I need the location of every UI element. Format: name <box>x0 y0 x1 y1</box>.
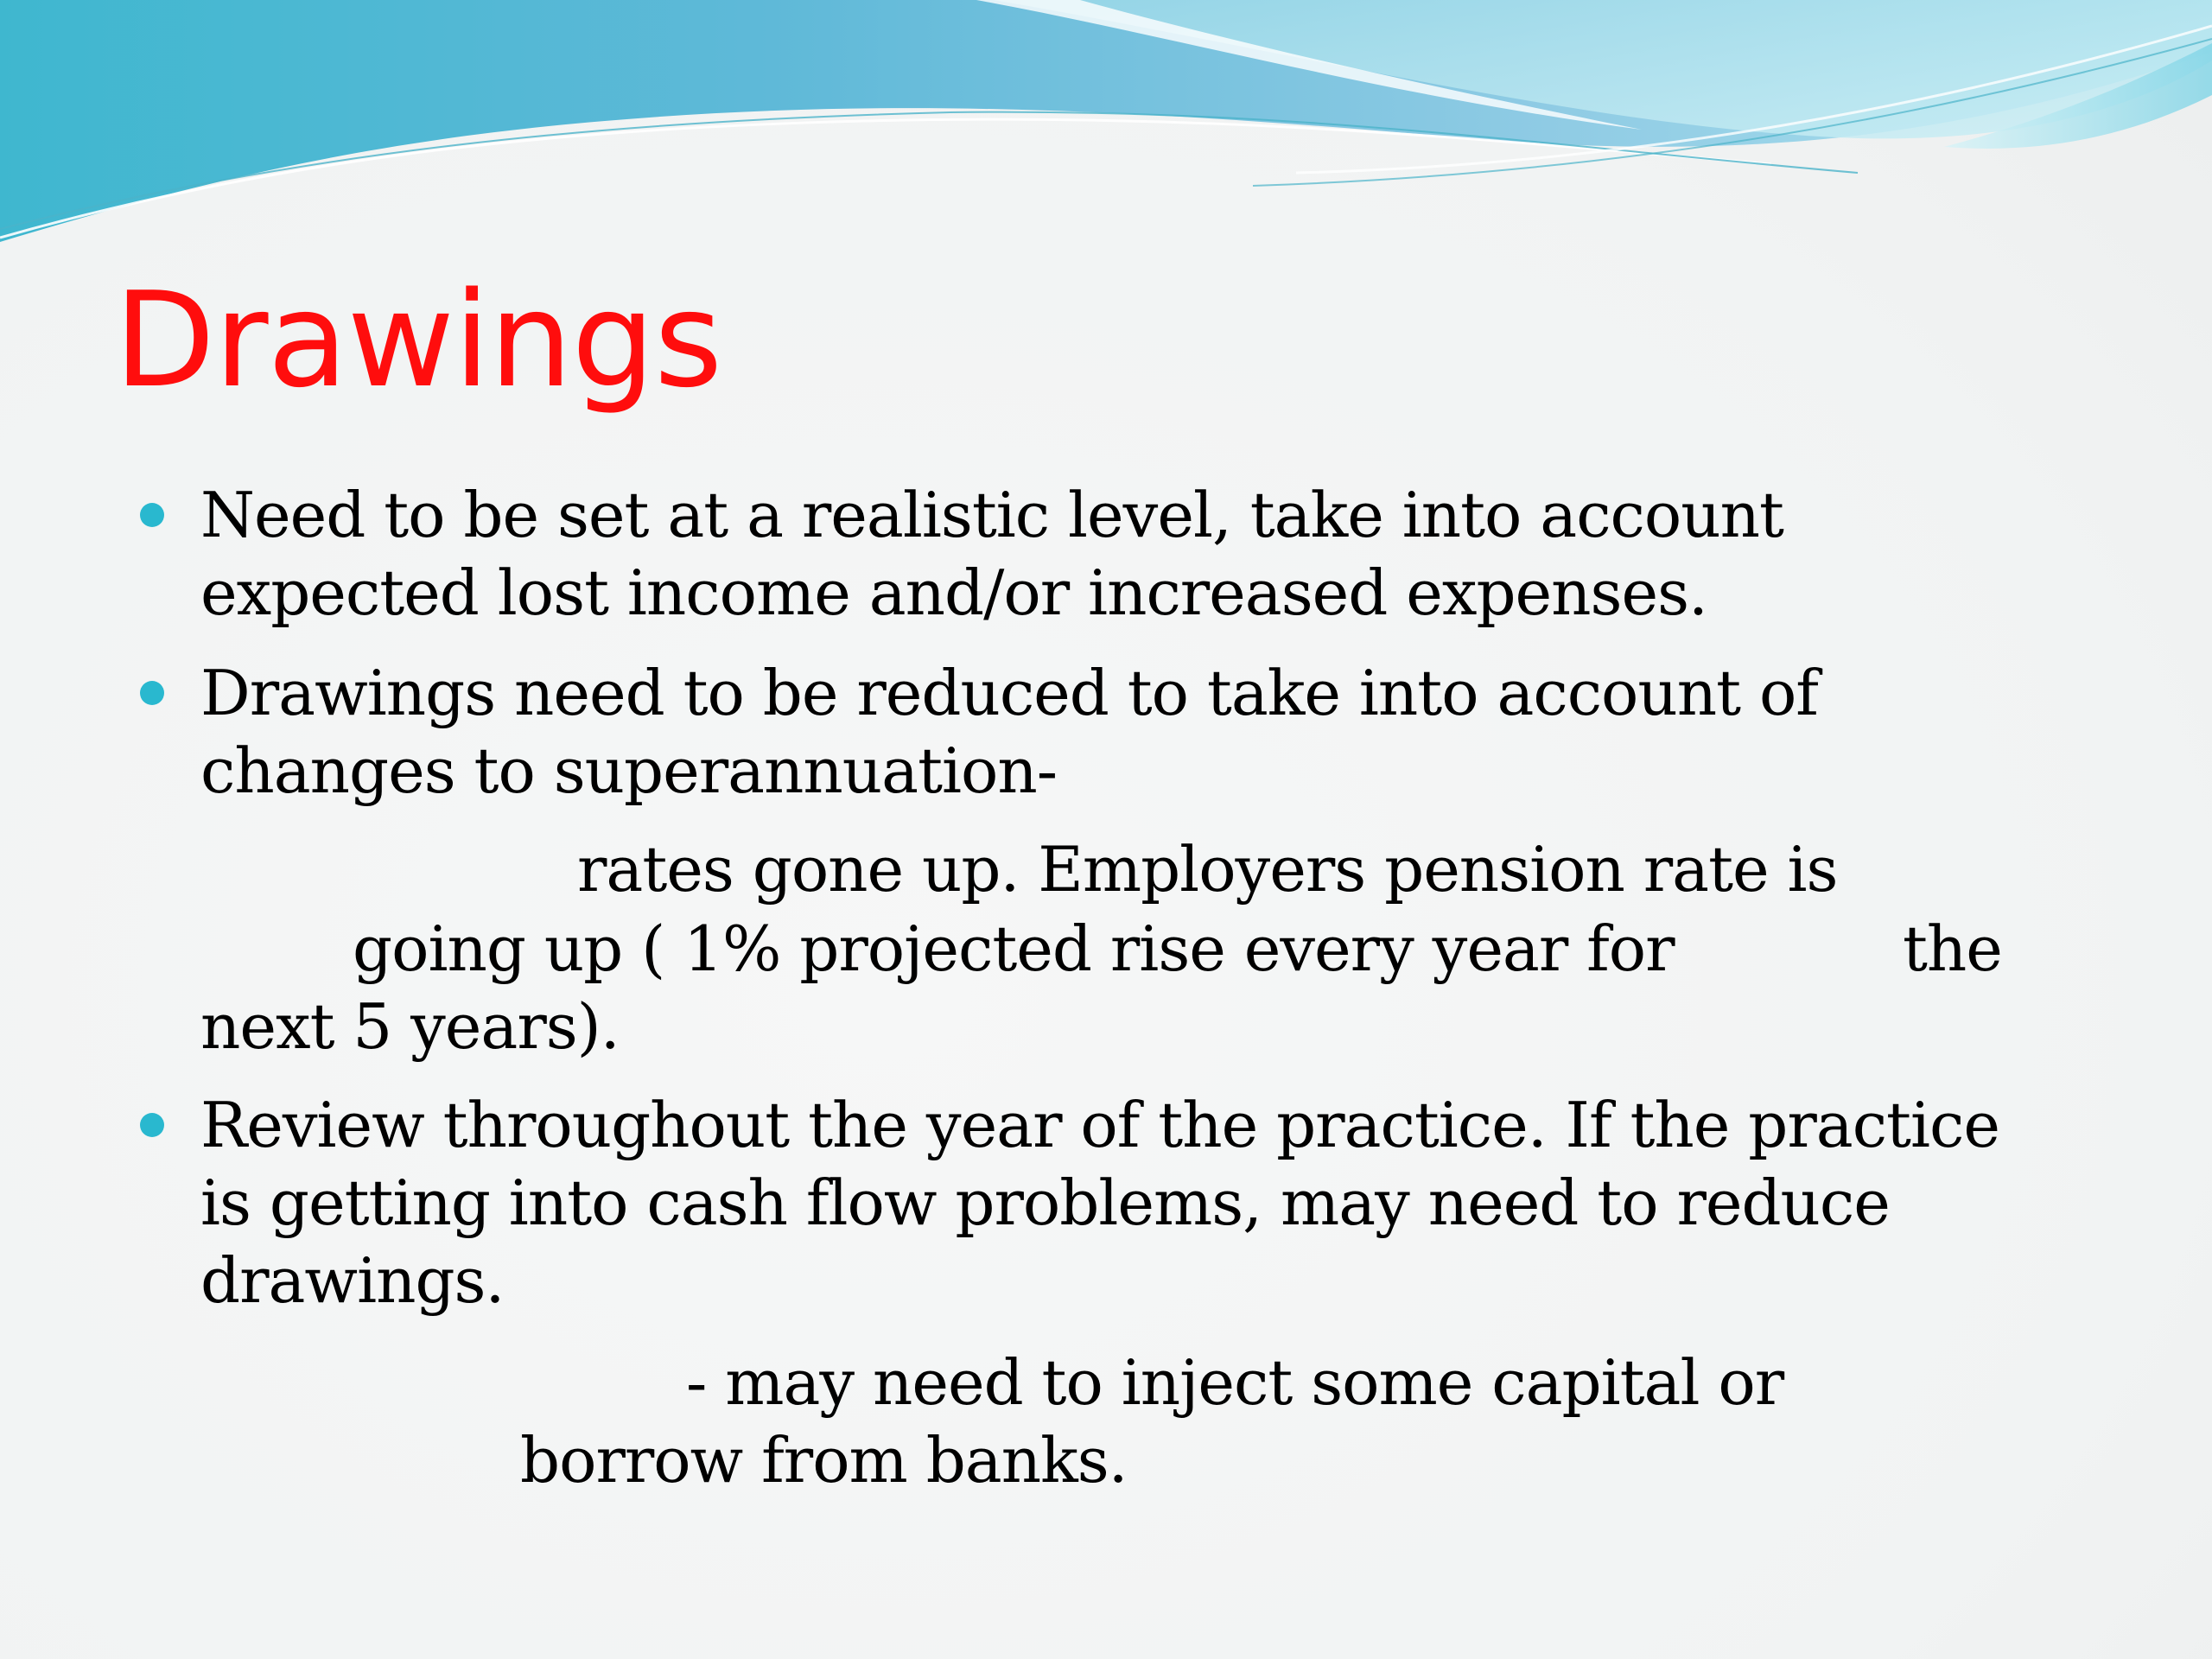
bullet-2-line-1: Drawings need to be reduced to take into account of <box>200 657 1818 729</box>
bullet-dot-icon <box>140 1113 164 1137</box>
bullet-2-line-2: changes to superannuation- <box>200 734 1058 807</box>
bullet-3-subline-2: borrow from banks. <box>520 1424 1128 1497</box>
bullet-2-subline-2-end: the <box>1903 912 2002 985</box>
bullet-1-line-1: Need to be set at a realistic level, take into account <box>200 479 1783 551</box>
bullet-3-subline-1: - may need to inject some capital or <box>686 1346 1784 1419</box>
bullet-2-subline-3: next 5 years). <box>200 990 620 1063</box>
bullet-3-line-3: drawings. <box>200 1244 505 1317</box>
bullet-dot-icon <box>140 681 164 705</box>
bullet-3-line-2: is getting into cash flow problems, may need to reduce <box>200 1166 1890 1239</box>
bullet-dot-icon <box>140 503 164 527</box>
slide-title: Drawings <box>114 264 722 416</box>
bullet-3-line-1: Review throughout the year of the practice. If the practice <box>200 1089 1999 1161</box>
bullet-1-line-2: expected lost income and/or increased expenses. <box>200 556 1707 629</box>
bullet-2-subline-2: going up ( 1% projected rise every year for <box>353 912 1675 985</box>
bullet-2-subline-1: rates gone up. Employers pension rate is <box>577 833 1838 906</box>
